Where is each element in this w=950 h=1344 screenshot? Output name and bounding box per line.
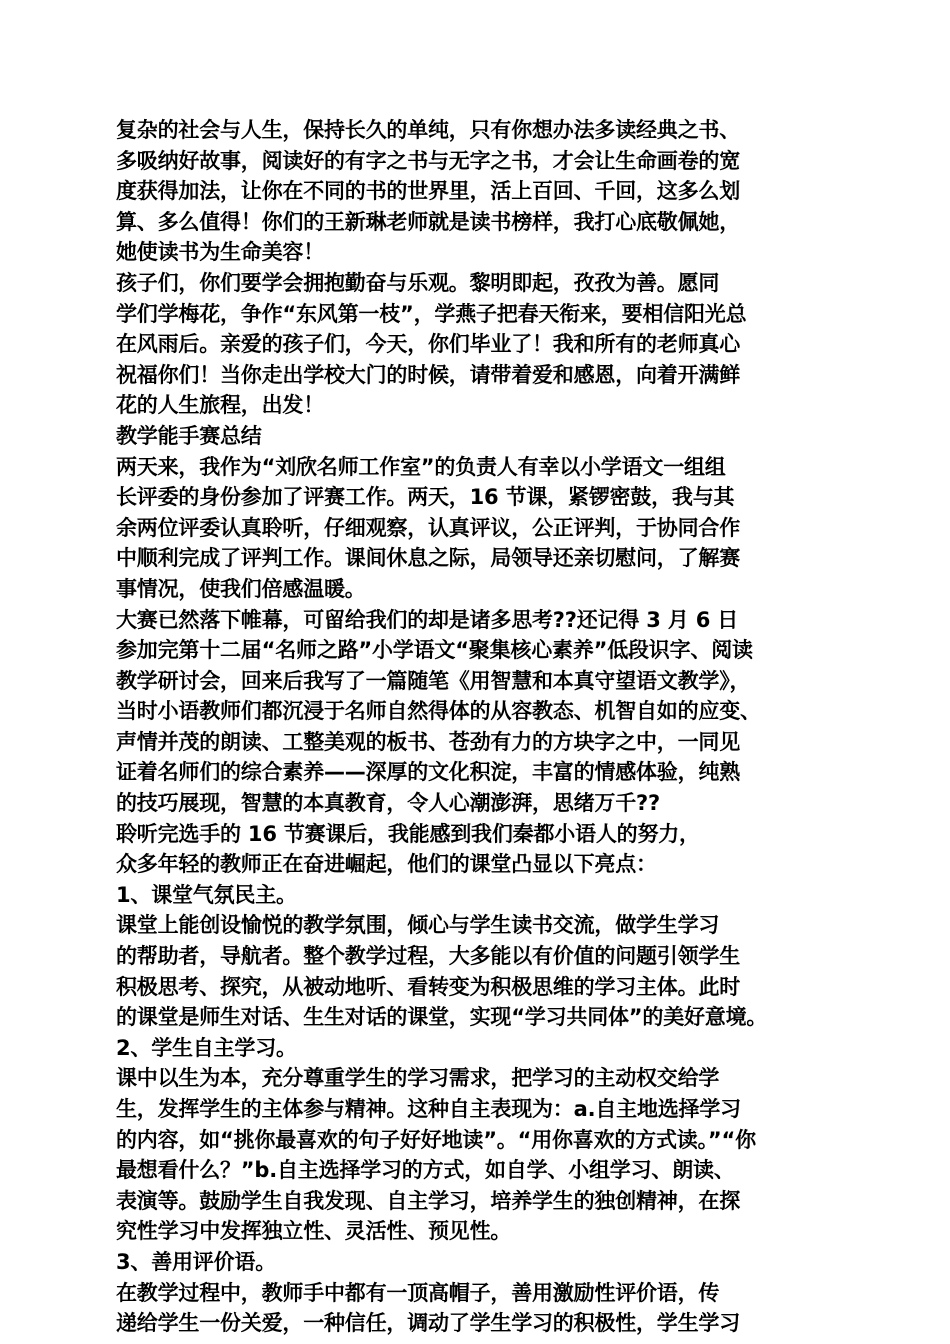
- text-line: 孩子们，你们要学会拥抱勤奋与乐观。黎明即起，孜孜为善。愿同: [116, 270, 720, 295]
- text-line: 花的人生旅程，出发！: [116, 393, 324, 418]
- text-line: 算、多么值得！你们的王新琳老师就是读书榜样，我打心底敬佩她，: [116, 209, 740, 234]
- text-line: 众多年轻的教师正在奋进崛起，他们的课堂凸显以下亮点：: [116, 852, 657, 877]
- text-line: 大赛已然落下帷幕，可留给我们的却是诸多思考??还记得 3 月 6 日: [116, 607, 739, 632]
- list-heading: 3、善用评价语。: [116, 1249, 277, 1274]
- text-line: 祝福你们！当你走出学校大门的时候，请带着爱和感恩，向着开满鲜: [116, 362, 740, 387]
- text-line: 参加完第十二届“名师之路”小学语文“聚集核心素养”低段识字、阅读: [116, 638, 753, 663]
- text-line: 递给学生一份关爱，一种信任，调动了学生学习的积极性，学生学习: [116, 1311, 740, 1336]
- list-heading: 2、学生自主学习。: [116, 1035, 297, 1060]
- text-line: 事情况，使我们倍感温暖。: [116, 576, 366, 601]
- text-line: 的课堂是师生对话、生生对话的课堂，实现“学习共同体”的美好意境。: [116, 1005, 768, 1030]
- text-line: 余两位评委认真聆听，仔细观察，认真评议，公正评判，于协同合作: [116, 515, 740, 540]
- text-line: 声情并茂的朗读、工整美观的板书、苍劲有力的方块字之中，一同见: [116, 729, 740, 754]
- text-line: 中顺利完成了评判工作。课间休息之际，局领导还亲切慰问，了解赛: [116, 546, 740, 571]
- text-line: 在教学过程中，教师手中都有一顶高帽子，善用激励性评价语，传: [116, 1280, 720, 1305]
- text-line: 学们学梅花，争作“东风第一枝”，学燕子把春天衔来，要相信阳光总: [116, 301, 747, 326]
- text-line: 的内容，如“挑你最喜欢的句子好好地读”。“用你喜欢的方式读。”“你: [116, 1127, 756, 1152]
- text-line: 两天来，我作为“刘欣名师工作室”的负责人有幸以小学语文一组组: [116, 454, 726, 479]
- document-body: [116, 115, 840, 1339]
- text-line: 她使读书为生命美容！: [116, 240, 324, 265]
- text-line: 的技巧展现，智慧的本真教育，令人心潮澎湃，思绪万千??: [116, 791, 660, 816]
- text-line: 复杂的社会与人生，保持长久的单纯，只有你想办法多读经典之书、: [116, 118, 740, 142]
- text-line: 究性学习中发挥独立性、灵活性、预见性。: [116, 1219, 512, 1244]
- text-line: 在风雨后。亲爱的孩子们，今天，你们毕业了！我和所有的老师真心: [116, 332, 740, 357]
- text-line: 度获得加法，让你在不同的书的世界里，活上百回、千回，这多么划: [116, 179, 740, 204]
- text-line: 证着名师们的综合素养——深厚的文化积淀，丰富的情感体验，纯熟: [116, 760, 740, 785]
- text-line: 的帮助者，导航者。整个教学过程，大多能以有价值的问题引领学生: [116, 944, 740, 969]
- text-line: 积极思考、探究，从被动地听、看转变为积极思维的学习主体。此时: [116, 974, 740, 999]
- text-line: 课中以生为本，充分尊重学生的学习需求，把学习的主动权交给学: [116, 1066, 720, 1091]
- section-heading: 教学能手赛总结: [116, 423, 262, 448]
- list-heading: 1、课堂气氛民主。: [116, 882, 297, 907]
- text-line: 聆听完选手的 16 节赛课后，我能感到我们秦都小语人的努力，: [116, 821, 700, 846]
- text-line: 教学研讨会，回来后我写了一篇随笔《用智慧和本真守望语文教学》，: [116, 668, 751, 693]
- text-line: 生，发挥学生的主体参与精神。这种自主表现为：a.自主地选择学习: [116, 1097, 741, 1121]
- text-line: 表演等。鼓励学生自我发现、自主学习，培养学生的独创精神，在探: [116, 1188, 740, 1213]
- text-line: 当时小语教师们都沉浸于名师自然得体的从容教态、机智自如的应变、: [116, 699, 761, 724]
- text-line: 长评委的身份参加了评赛工作。两天，16 节课，紧锣密鼓，我与其: [116, 485, 735, 510]
- text-line: 多吸纳好故事，阅读好的有字之书与无字之书，才会让生命画卷的宽: [116, 148, 740, 173]
- text-line: 最想看什么？”b.自主选择学习的方式，如自学、小组学习、朗读、: [116, 1158, 735, 1183]
- text-line: 课堂上能创设愉悦的教学氛围，倾心与学生读书交流，做学生学习: [116, 913, 720, 938]
